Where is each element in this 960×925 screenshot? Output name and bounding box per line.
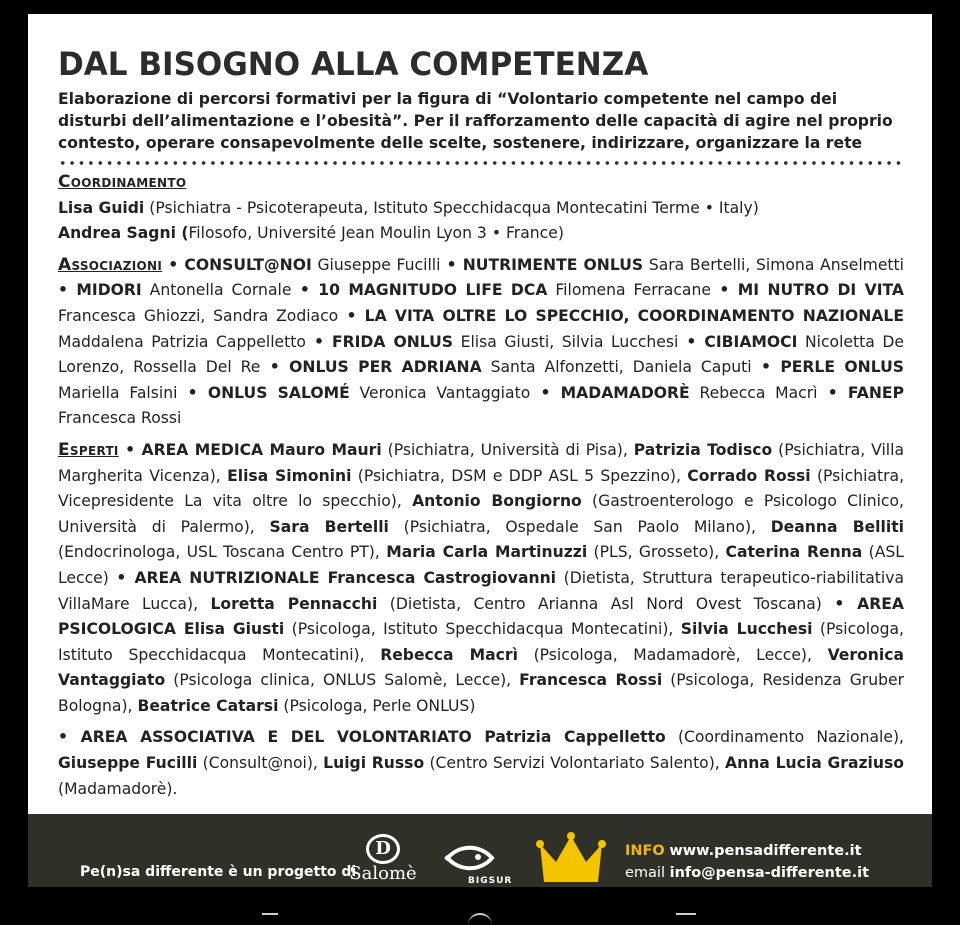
expert-name: Deanna Belliti xyxy=(770,517,904,536)
expert-role: (Psicologa, Madamadorè, Lecce), xyxy=(517,645,828,664)
assoc-org: • 10 MAGNITUDO LIFE DCA xyxy=(291,281,548,300)
assoc-people: Elisa Giusti, Silvia Lucchesi xyxy=(453,332,679,351)
assoc-org: • LA VITA OLTRE LO SPECCHIO, COORDINAMENTO NAZIONALE xyxy=(338,306,904,325)
assoc-people: Veronica Vantaggiato xyxy=(349,383,531,402)
associazioni-heading: Associazioni xyxy=(58,254,163,275)
expert-name: • AREA ASSOCIATIVA E DEL VOLONTARIATO Patrizia Cappelletto xyxy=(58,728,666,747)
expert-role: (Centro Servizi Volontariato Salento), xyxy=(424,754,726,773)
expert-name: Loretta Pennacchi xyxy=(210,594,378,613)
crown-logo-icon xyxy=(536,832,606,887)
expert-name: Antonio Bongiorno xyxy=(412,492,582,511)
coordinator-line xyxy=(58,196,904,222)
expert-name: Rebecca Macrì xyxy=(380,645,518,664)
expert-name: Elisa Simonini xyxy=(227,466,352,485)
expert-role: (Dietista, Struttura terapeutico-riabilitativa VillaMare Lucca), xyxy=(58,568,904,613)
assoc-people: Maddalena Patrizia Cappelletto xyxy=(58,332,306,351)
expert-name: Maria Carla Martinuzzi xyxy=(386,543,588,562)
expert-name: Luigi Russo xyxy=(323,754,425,773)
fish-logo-icon xyxy=(440,840,500,878)
coordinamento-section xyxy=(58,170,904,247)
expert-role: (Psichiatra, Villa Margherita Vicenza), xyxy=(58,440,904,485)
system-nav-bar xyxy=(0,887,960,921)
salome-emblem-icon: D xyxy=(366,834,400,864)
assoc-org: • FANEP xyxy=(817,383,904,402)
assoc-people: Mariella Falsini xyxy=(58,383,178,402)
expert-name: Caterina Renna xyxy=(725,543,863,562)
expert-role: (ASL Lecce) xyxy=(58,543,904,587)
expert-name: Francesca Rossi xyxy=(519,671,663,690)
poster-sheet xyxy=(28,14,932,814)
expert-name: • AREA MEDICA xyxy=(118,440,264,459)
poster-content xyxy=(58,44,904,802)
expert-name: Giuseppe Fucilli xyxy=(58,754,198,773)
expert-role: (Psicologa clinica, ONLUS Salomè, Lecce), xyxy=(165,671,520,690)
assoc-org: • MIDORI xyxy=(58,281,142,300)
expert-name: • AREA PSICOLOGICA Elisa Giusti xyxy=(58,594,904,639)
expert-name: Sara Bertelli xyxy=(269,517,389,536)
expert-role: (Psichiatra, DSM e DDP ASL 5 Spezzino), xyxy=(351,466,688,485)
expert-name: Silvia Lucchesi xyxy=(680,620,813,639)
expert-role: (Coordinamento Nazionale), xyxy=(665,728,904,747)
expert-name: Mauro Mauri xyxy=(263,440,382,459)
coordinator-name: Andrea Sagni ( xyxy=(58,224,189,243)
expert-name: Beatrice Catarsi xyxy=(137,696,279,715)
bigsur-logo-text: BIGSUR xyxy=(468,876,513,886)
esperti-section xyxy=(58,438,904,720)
salome-logo xyxy=(348,834,418,887)
expert-role: (Madamadorè). xyxy=(58,779,178,798)
coordinamento-heading: Coordinamento xyxy=(58,172,187,192)
project-credit: Pe(n)sa differente è un progetto di xyxy=(80,864,357,880)
info-label: INFO xyxy=(625,843,665,859)
expert-role: (Psicologa, Perle ONLUS) xyxy=(278,696,476,715)
back-icon[interactable] xyxy=(262,913,278,925)
assoc-people: Giuseppe Fucilli xyxy=(311,255,441,274)
expert-name: Corrado Rossi xyxy=(687,466,811,485)
coordinator-role: Filosofo, Université Jean Moulin Lyon 3 • France) xyxy=(188,224,564,243)
expert-role: (Psicologa, Istituto Specchidacqua Montecatini), xyxy=(58,620,905,664)
expert-name: • AREA NUTRIZIONALE Francesca Castrogiovanni xyxy=(116,568,557,587)
expert-name: Anna Lucia Graziuso xyxy=(725,754,904,773)
footer-bar xyxy=(28,814,932,887)
associativa-section xyxy=(58,725,904,802)
esperti-heading: Esperti xyxy=(58,439,119,460)
expert-role: (Psichiatra, Vicepresidente La vita oltre lo specchio), xyxy=(58,466,905,511)
dotted-divider xyxy=(58,160,904,166)
expert-role: (Psichiatra, Ospedale San Paolo Milano), xyxy=(388,517,771,536)
assoc-org: • MI NUTRO DI VITA xyxy=(710,281,905,300)
assoc-org: • FRIDA ONLUS xyxy=(305,332,454,351)
expert-role: (Endocrinologa, USL Toscana Centro PT), xyxy=(58,543,387,562)
coordinator-name: Lisa Guidi xyxy=(58,198,145,217)
assoc-people: Santa Alfonzetti, Daniela Caputi xyxy=(481,358,752,377)
recent-apps-icon[interactable] xyxy=(676,913,696,925)
assoc-org: • NUTRIMENTE ONLUS xyxy=(440,255,644,274)
assoc-people: Francesca Rossi xyxy=(58,409,182,428)
assoc-people: Sara Bertelli, Simona Anselmetti xyxy=(643,255,904,274)
expert-name: Veronica Vantaggiato xyxy=(58,645,904,690)
expert-role: (Psicologa, Residenza Gruber Bologna), xyxy=(58,671,904,715)
assoc-people: Antonella Cornale xyxy=(141,281,292,300)
expert-role: (Consult@noi), xyxy=(197,754,324,773)
page-title: DAL BISOGNO ALLA COMPETENZA xyxy=(58,45,649,83)
expert-role: (Psicologa, Istituto Specchidacqua Montecatini), xyxy=(284,620,681,639)
website-link[interactable]: www.pensadifferente.it xyxy=(669,843,862,859)
expert-role: (Psichiatra, Università di Pisa), xyxy=(381,440,634,459)
intro-paragraph: Elaborazione di percorsi formativi per la figura di “Volontario competente nel campo dei disturbi dell’alimentazione e l’obesità”. Per il rafforzamento delle capacità di agire nel proprio contesto, operare consapevolmente delle scelte, sostenere, indirizzare, organizzare la rete xyxy=(58,90,893,152)
assoc-org: • ONLUS SALOMÉ xyxy=(177,383,350,402)
email-label: email xyxy=(625,865,665,881)
associazioni-section xyxy=(58,253,904,432)
expert-role: (Dietista, Centro Arianna Asl Nord Ovest Toscana) xyxy=(377,594,835,613)
coordinator-role: (Psichiatra - Psicoterapeuta, Istituto Specchidacqua Montecatini Terme • Italy) xyxy=(144,198,759,217)
assoc-people: Rebecca Macrì xyxy=(689,383,818,402)
assoc-people: Filomena Ferracane xyxy=(547,281,711,300)
salome-logo-text: Salomè xyxy=(349,863,417,884)
expert-role: (Gastroenterologo e Psicologo Clinico, Università di Palermo), xyxy=(58,492,904,536)
assoc-people: Nicoletta De Lorenzo, Rossella Del Re xyxy=(58,332,904,377)
assoc-org: • PERLE ONLUS xyxy=(751,358,905,377)
expert-role: (PLS, Grosseto), xyxy=(587,543,726,562)
assoc-org: • MADAMADORÈ xyxy=(530,383,690,402)
home-icon[interactable] xyxy=(468,913,492,925)
assoc-people: Francesca Ghiozzi, Sandra Zodiaco xyxy=(58,306,339,325)
coordinator-line xyxy=(58,221,904,247)
assoc-org: • CIBIAMOCI xyxy=(678,332,798,351)
email-link[interactable]: info@pensa-differente.it xyxy=(669,865,870,881)
assoc-org: • CONSULT@NOI xyxy=(162,255,312,274)
expert-name: Patrizia Todisco xyxy=(633,440,773,459)
bigsur-logo xyxy=(440,840,520,887)
assoc-org: • ONLUS PER ADRIANA xyxy=(260,358,482,377)
